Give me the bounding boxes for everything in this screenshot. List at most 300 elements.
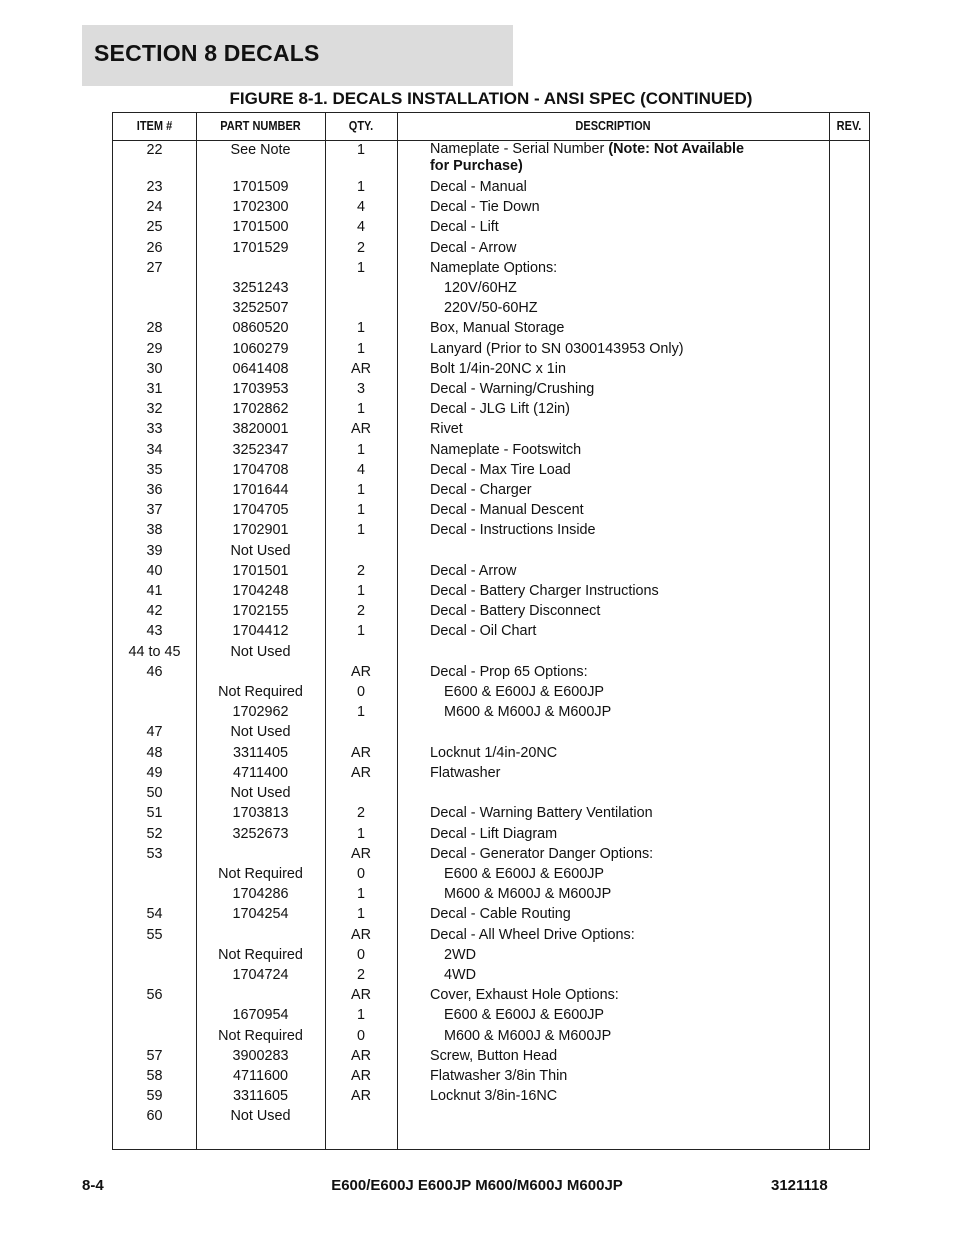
- table-row: [113, 945, 869, 965]
- part-number: 1060279: [232, 340, 289, 357]
- part-number: 1701501: [232, 562, 289, 579]
- description: Decal - Battery Charger Instructions: [430, 583, 659, 600]
- table-row: [113, 1005, 869, 1025]
- header-description: DESCRIPTION: [575, 119, 651, 133]
- table-row: [113, 480, 869, 500]
- description: Screw, Button Head: [430, 1047, 558, 1064]
- description: M600 & M600J & M600JP: [444, 704, 612, 721]
- revision: [795, 864, 869, 884]
- part-number: Not Used: [230, 724, 291, 741]
- description: Decal - Arrow: [430, 239, 517, 256]
- quantity: 1: [356, 142, 365, 158]
- revision: [795, 884, 869, 904]
- quantity: 1: [356, 401, 365, 418]
- revision: [795, 662, 869, 682]
- part-number: 3311405: [233, 744, 288, 761]
- table-row: [113, 743, 869, 763]
- revision: [795, 339, 869, 359]
- revision: [795, 440, 869, 460]
- part-number: Not Required: [218, 946, 303, 963]
- revision: [795, 904, 869, 924]
- description: Bolt 1/4in-20NC x 1in: [430, 360, 566, 377]
- quantity: 1: [356, 482, 365, 499]
- revision: [795, 803, 869, 823]
- description: [397, 541, 795, 561]
- item-number: 34: [146, 441, 163, 458]
- quantity: AR: [351, 421, 371, 438]
- description: E600 & E600J & E600JP: [444, 865, 605, 882]
- availability-note: (Note: Not Available for Purchase): [430, 141, 745, 174]
- item-number: 51: [146, 805, 163, 822]
- part-number: 0860520: [232, 320, 289, 337]
- table-row: [113, 561, 869, 581]
- revision: [795, 1046, 869, 1066]
- description: Decal - Max Tire Load: [430, 461, 571, 478]
- part-number: Not Used: [230, 785, 291, 802]
- description: Decal - Manual Descent: [430, 502, 584, 519]
- revision: [795, 238, 869, 258]
- table-body: [113, 140, 869, 1127]
- revision: [795, 379, 869, 399]
- quantity: AR: [351, 1047, 371, 1064]
- description: Locknut 3/8in-16NC: [430, 1088, 558, 1105]
- part-number: [196, 985, 325, 1005]
- item-number: [113, 965, 196, 985]
- table-row: [113, 1106, 869, 1126]
- table-row: [113, 803, 869, 823]
- revision: [795, 1005, 869, 1025]
- part-number: Not Required: [218, 684, 303, 701]
- description: Flatwasher 3/8in Thin: [430, 1067, 568, 1084]
- revision: [795, 359, 869, 379]
- part-number: Not Used: [230, 643, 291, 660]
- table-row: [113, 884, 869, 904]
- part-number: 1703953: [232, 381, 289, 398]
- revision: [795, 140, 869, 177]
- part-number: [196, 844, 325, 864]
- header-item: ITEM #: [136, 119, 173, 133]
- table-row: [113, 702, 869, 722]
- revision: [795, 480, 869, 500]
- part-number: 1701644: [232, 482, 289, 499]
- table-row: [113, 601, 869, 621]
- item-number: 47: [146, 724, 163, 741]
- revision: [795, 743, 869, 763]
- item-number: [113, 945, 196, 965]
- revision: [795, 965, 869, 985]
- revision: [795, 258, 869, 278]
- table-row: [113, 440, 869, 460]
- part-number: 3900283: [232, 1047, 289, 1064]
- quantity: 1: [356, 179, 365, 195]
- item-number: 40: [146, 562, 163, 579]
- item-number: [113, 884, 196, 904]
- part-number: 1702962: [232, 704, 289, 721]
- quantity: [325, 541, 397, 561]
- description: Decal - Lift: [430, 219, 499, 236]
- part-number: 1704724: [232, 966, 289, 983]
- item-number: 32: [146, 401, 163, 418]
- item-number: 60: [146, 1108, 163, 1125]
- revision: [795, 1066, 869, 1086]
- description: Decal - Prop 65 Options:: [430, 663, 588, 680]
- table-row: [113, 1066, 869, 1086]
- quantity: AR: [351, 845, 371, 862]
- quantity: [325, 278, 397, 298]
- parts-table: [112, 112, 870, 1150]
- description: 2WD: [444, 946, 476, 963]
- revision: [795, 581, 869, 601]
- table-row: [113, 621, 869, 641]
- header-rev: REV.: [836, 119, 862, 133]
- description: [397, 1106, 795, 1126]
- quantity: AR: [351, 744, 371, 761]
- table-row: [113, 763, 869, 783]
- quantity: [325, 783, 397, 803]
- table-row: [113, 339, 869, 359]
- part-number: 1702300: [232, 199, 289, 216]
- quantity: 4: [356, 219, 365, 236]
- item-number: 25: [146, 219, 163, 236]
- description: Decal - Instructions Inside: [430, 522, 596, 539]
- part-number: Not Required: [218, 865, 303, 882]
- revision: [795, 177, 869, 197]
- quantity: 2: [356, 603, 365, 620]
- quantity: AR: [351, 987, 371, 1004]
- document-number: 3121118: [771, 1177, 828, 1194]
- revision: [795, 824, 869, 844]
- table-row: [113, 318, 869, 338]
- description: Decal - Charger: [430, 482, 532, 499]
- table-row: [113, 662, 869, 682]
- item-number: [113, 1005, 196, 1025]
- item-number: 29: [146, 340, 163, 357]
- item-number: 28: [146, 320, 163, 337]
- table-row: [113, 298, 869, 318]
- part-number: Not Required: [218, 1027, 303, 1044]
- revision: [795, 1026, 869, 1046]
- part-number: 1702862: [232, 401, 289, 418]
- table-row: [113, 419, 869, 439]
- item-number: 49: [146, 764, 163, 781]
- table-row: [113, 1046, 869, 1066]
- quantity: 3: [356, 381, 365, 398]
- revision: [795, 541, 869, 561]
- description: [397, 642, 795, 662]
- revision: [795, 278, 869, 298]
- quantity: AR: [351, 360, 371, 377]
- part-number: 3311605: [233, 1088, 288, 1105]
- description: M600 & M600J & M600JP: [444, 1027, 612, 1044]
- quantity: AR: [351, 764, 371, 781]
- part-number: 4711600: [233, 1067, 288, 1084]
- table-row: [113, 177, 869, 197]
- description: Locknut 1/4in-20NC: [430, 744, 558, 761]
- quantity: 1: [356, 441, 365, 458]
- quantity: 0: [356, 684, 365, 701]
- description: Decal - Oil Chart: [430, 623, 537, 640]
- quantity: [325, 1106, 397, 1126]
- table-row: [113, 399, 869, 419]
- quantity: 0: [356, 865, 365, 882]
- item-number: 31: [146, 381, 163, 398]
- quantity: 1: [356, 522, 365, 539]
- item-number: 58: [146, 1067, 163, 1084]
- part-number: See Note: [230, 142, 291, 158]
- item-number: 41: [146, 583, 163, 600]
- revision: [795, 197, 869, 217]
- description: E600 & E600J & E600JP: [444, 684, 605, 701]
- quantity: 4: [356, 461, 365, 478]
- revision: [795, 642, 869, 662]
- part-number: 1703813: [232, 805, 289, 822]
- item-number: 55: [146, 926, 163, 943]
- item-number: 38: [146, 522, 163, 539]
- table-row: [113, 925, 869, 945]
- item-number: 53: [146, 845, 163, 862]
- table-row: [113, 844, 869, 864]
- table-row: [113, 541, 869, 561]
- quantity: [325, 298, 397, 318]
- table-row: [113, 278, 869, 298]
- description: Decal - Cable Routing: [430, 906, 571, 923]
- revision: [795, 763, 869, 783]
- quantity: 1: [356, 583, 365, 600]
- revision: [795, 520, 869, 540]
- revision: [795, 601, 869, 621]
- item-number: 42: [146, 603, 163, 620]
- quantity: 1: [356, 623, 365, 640]
- description: Decal - JLG Lift (12in): [430, 401, 570, 418]
- description: Flatwasher: [430, 764, 501, 781]
- item-number: 37: [146, 502, 163, 519]
- item-number: 44 to 45: [128, 643, 181, 660]
- table-row: [113, 359, 869, 379]
- item-number: [113, 1026, 196, 1046]
- item-number: [113, 864, 196, 884]
- description: 4WD: [444, 966, 476, 983]
- part-number: 3252347: [232, 441, 289, 458]
- description: Decal - Arrow: [430, 562, 517, 579]
- table-row: [113, 1026, 869, 1046]
- item-number: [113, 278, 196, 298]
- quantity: 1: [356, 906, 365, 923]
- item-number: 57: [146, 1047, 163, 1064]
- part-number: 1701500: [232, 219, 289, 236]
- revision: [795, 500, 869, 520]
- description: M600 & M600J & M600JP: [444, 886, 612, 903]
- description: Nameplate Options:: [430, 259, 558, 276]
- table-row: [113, 985, 869, 1005]
- quantity: AR: [351, 1067, 371, 1084]
- part-number: 4711400: [233, 764, 288, 781]
- table-row: [113, 824, 869, 844]
- section-title: SECTION 8 DECALS: [94, 40, 320, 66]
- item-number: 52: [146, 825, 163, 842]
- model-list: E600/E600J E600JP M600/M600J M600JP: [331, 1177, 623, 1194]
- item-number: 46: [146, 663, 163, 680]
- quantity: 4: [356, 199, 365, 216]
- description: Decal - Generator Danger Options:: [430, 845, 654, 862]
- item-number: 59: [146, 1088, 163, 1105]
- figure-title: FIGURE 8-1. DECALS INSTALLATION - ANSI SPEC (CONTINUED): [229, 89, 753, 108]
- item-number: [113, 298, 196, 318]
- quantity: 2: [356, 805, 365, 822]
- quantity: 2: [356, 966, 365, 983]
- table-row: [113, 581, 869, 601]
- description: [397, 722, 795, 742]
- revision: [795, 1086, 869, 1106]
- table-row: [113, 238, 869, 258]
- revision: [795, 722, 869, 742]
- part-number: 1701509: [232, 179, 289, 195]
- part-number: 3820001: [232, 421, 289, 438]
- quantity: 1: [356, 825, 365, 842]
- revision: [795, 419, 869, 439]
- table-row: [113, 965, 869, 985]
- part-number: [196, 662, 325, 682]
- quantity: 1: [356, 886, 365, 903]
- quantity: 0: [356, 1027, 365, 1044]
- part-number: 1704705: [232, 502, 289, 519]
- item-number: 30: [146, 360, 163, 377]
- header-part-number: PART NUMBER: [220, 119, 301, 133]
- item-number: 23: [146, 179, 163, 195]
- table-row: [113, 864, 869, 884]
- part-number: 0641408: [232, 360, 289, 377]
- description: Lanyard (Prior to SN 0300143953 Only): [430, 340, 684, 357]
- part-number: 1704286: [232, 886, 289, 903]
- part-number: Not Used: [230, 542, 291, 559]
- part-number: 1704412: [232, 623, 289, 640]
- quantity: 1: [356, 320, 365, 337]
- description: [397, 140, 795, 177]
- table-row: [113, 217, 869, 237]
- part-number: 1702901: [232, 522, 289, 539]
- table-row: [113, 642, 869, 662]
- description: Rivet: [430, 421, 463, 438]
- description: Decal - Warning Battery Ventilation: [430, 805, 653, 822]
- revision: [795, 783, 869, 803]
- revision: [795, 460, 869, 480]
- part-number: [196, 925, 325, 945]
- item-number: 54: [146, 906, 163, 923]
- table-row: [113, 783, 869, 803]
- description: 220V/50-60HZ: [444, 300, 538, 317]
- revision: [795, 985, 869, 1005]
- item-number: 48: [146, 744, 163, 761]
- table-row: [113, 500, 869, 520]
- quantity: [325, 642, 397, 662]
- table-row: [113, 722, 869, 742]
- part-number: 1670954: [232, 1007, 289, 1024]
- description: Decal - Tie Down: [430, 199, 540, 216]
- table-row: [113, 379, 869, 399]
- revision: [795, 925, 869, 945]
- quantity: 2: [356, 562, 365, 579]
- item-number: 39: [146, 542, 163, 559]
- description: Decal - Lift Diagram: [430, 825, 558, 842]
- quantity: 1: [356, 704, 365, 721]
- item-number: 22: [146, 142, 163, 158]
- quantity: AR: [351, 663, 371, 680]
- revision: [795, 217, 869, 237]
- table-row: [113, 140, 869, 177]
- item-number: 50: [146, 785, 163, 802]
- part-number: 1704248: [232, 583, 289, 600]
- revision: [795, 318, 869, 338]
- description: Decal - All Wheel Drive Options:: [430, 926, 635, 943]
- item-number: 35: [146, 461, 163, 478]
- item-number: 33: [146, 421, 163, 438]
- page-number: 8-4: [82, 1177, 104, 1194]
- part-number: 1704254: [232, 906, 289, 923]
- revision: [795, 298, 869, 318]
- table-row: [113, 682, 869, 702]
- item-number: 24: [146, 199, 163, 216]
- quantity: 1: [356, 340, 365, 357]
- description: E600 & E600J & E600JP: [444, 1007, 605, 1024]
- description-text: Nameplate - Serial Number: [430, 141, 609, 157]
- description: Cover, Exhaust Hole Options:: [430, 987, 619, 1004]
- revision: [795, 682, 869, 702]
- header-qty: QTY.: [348, 119, 374, 133]
- quantity: AR: [351, 926, 371, 943]
- description: 120V/60HZ: [444, 280, 517, 297]
- part-number: [196, 258, 325, 278]
- table-row: [113, 258, 869, 278]
- description: [397, 783, 795, 803]
- revision: [795, 561, 869, 581]
- item-number: 56: [146, 987, 163, 1004]
- item-number: 36: [146, 482, 163, 499]
- description: Decal - Manual: [430, 179, 527, 195]
- table-row: [113, 904, 869, 924]
- revision: [795, 844, 869, 864]
- revision: [795, 1106, 869, 1126]
- part-number: 1701529: [232, 239, 289, 256]
- description: Decal - Warning/Crushing: [430, 381, 595, 398]
- part-number: 3252673: [232, 825, 289, 842]
- item-number: [113, 702, 196, 722]
- quantity: 1: [356, 259, 365, 276]
- description: Nameplate - Footswitch: [430, 441, 582, 458]
- description: Decal - Battery Disconnect: [430, 603, 601, 620]
- table-row: [113, 1086, 869, 1106]
- quantity: [325, 722, 397, 742]
- part-number: 1702155: [232, 603, 289, 620]
- quantity: 0: [356, 946, 365, 963]
- item-number: 43: [146, 623, 163, 640]
- table-row: [113, 520, 869, 540]
- part-number: Not Used: [230, 1108, 291, 1125]
- table-row: [113, 197, 869, 217]
- quantity: 1: [356, 502, 365, 519]
- item-number: 26: [146, 239, 163, 256]
- part-number: 3252507: [232, 300, 289, 317]
- quantity: 1: [356, 1007, 365, 1024]
- item-number: [113, 682, 196, 702]
- part-number: 3251243: [232, 280, 289, 297]
- part-number: 1704708: [232, 461, 289, 478]
- revision: [795, 702, 869, 722]
- revision: [795, 399, 869, 419]
- item-number: 27: [146, 259, 163, 276]
- quantity: 2: [356, 239, 365, 256]
- revision: [795, 621, 869, 641]
- table-row: [113, 460, 869, 480]
- revision: [795, 945, 869, 965]
